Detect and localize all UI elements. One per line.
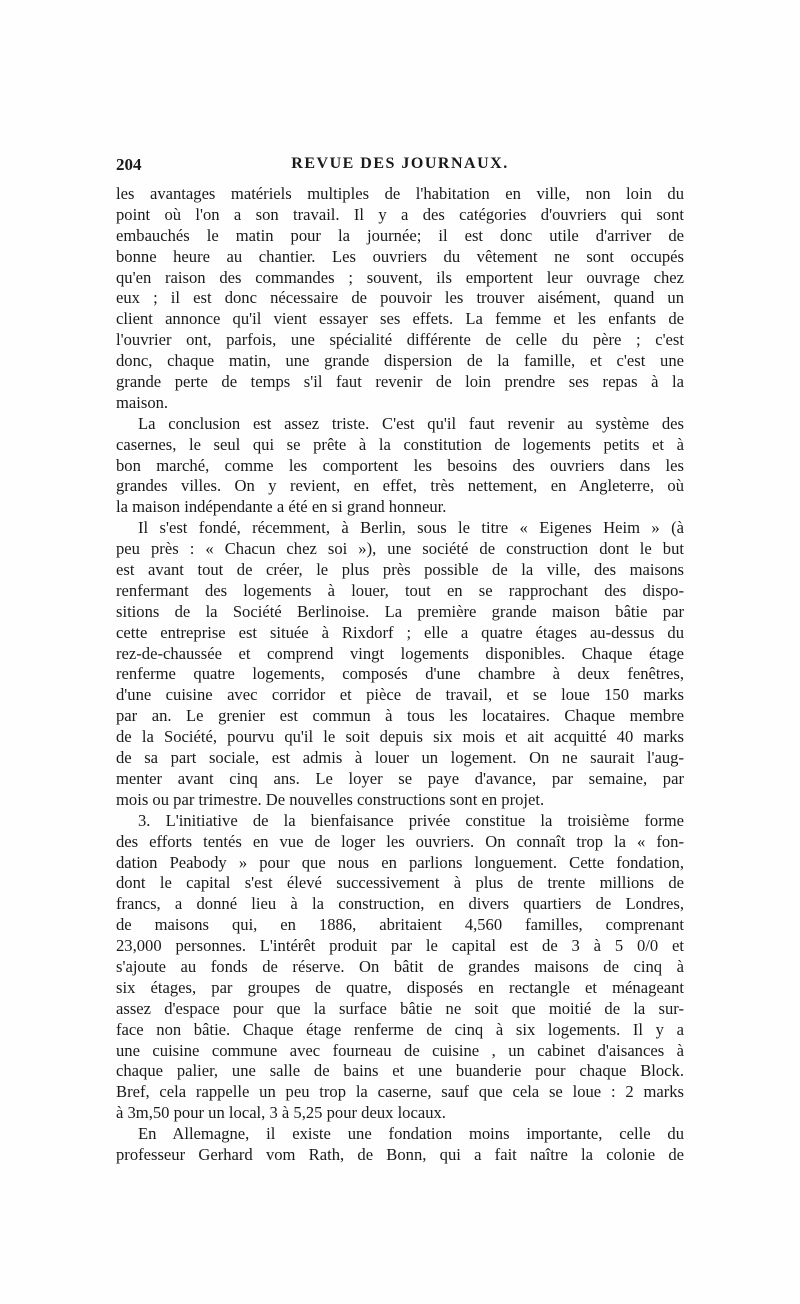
text-line: des efforts tentés en vue de loger les ouvriers. On connaît trop la « fon- bbox=[116, 831, 684, 851]
text-line: de sa part sociale, est admis à louer un logement. On ne saurait l'aug- bbox=[116, 748, 684, 768]
text-line: professeur Gerhard vom Rath, de Bonn, qui a fait naître la colonie de bbox=[116, 1144, 684, 1164]
text-line: Il s'est fondé, récemment, à Berlin, sous le titre « Eigenes Heim » (à bbox=[138, 518, 684, 538]
text-line: donc, chaque matin, une grande dispersion de la famille, et c'est une bbox=[116, 351, 684, 371]
text-line: l'ouvrier ont, parfois, une spécialité différente de celle du père ; c'est bbox=[116, 330, 684, 350]
text-line: dation Peabody » pour que nous en parlions longuement. Cette fondation, bbox=[116, 852, 684, 872]
text-line: En Allemagne, il existe une fondation moins importante, celle du bbox=[138, 1124, 684, 1144]
text-line: de maisons qui, en 1886, abritaient 4,560 familles, comprenant bbox=[116, 915, 684, 935]
text-line: cette entreprise est située à Rixdorf ; elle a quatre étages au-dessus du bbox=[116, 622, 684, 642]
text-line: mois ou par trimestre. De nouvelles constructions sont en projet. bbox=[116, 789, 545, 809]
text-line: bonne heure au chantier. Les ouvriers du vêtement ne sont occupés bbox=[116, 246, 684, 266]
text-line: sitions de la Société Berlinoise. La première grande maison bâtie par bbox=[116, 601, 684, 621]
text-line: de la Société, pourvu qu'il le soit depuis six mois et ait acquitté 40 marks bbox=[116, 727, 684, 747]
text-line: francs, a donné lieu à la construction, en divers quartiers de Londres, bbox=[116, 894, 684, 914]
text-line: qu'en raison des commandes ; souvent, ils emportent leur ouvrage chez bbox=[116, 267, 684, 287]
text-line: 23,000 personnes. L'intérêt produit par le capital est de 3 à 5 0/0 et bbox=[116, 936, 684, 956]
text-line: dont le capital s'est élevé successivement à plus de trente millions de bbox=[116, 873, 684, 893]
text-line: à 3m,50 pour un local, 3 à 5,25 pour deux locaux. bbox=[116, 1103, 446, 1123]
text-line: assez d'espace pour que la surface bâtie ne soit que moitié de la sur- bbox=[116, 998, 684, 1018]
text-line: embauchés le matin pour la journée; il est donc utile d'arriver de bbox=[116, 225, 684, 245]
text-line: 3. L'initiative de la bienfaisance privée constitue la troisième forme bbox=[138, 810, 684, 830]
text-line: s'ajoute au fonds de réserve. On bâtit de grandes maisons de cinq à bbox=[116, 956, 684, 976]
text-line: peu près : « Chacun chez soi »), une société de construction dont le but bbox=[116, 539, 684, 559]
text-line: menter avant cinq ans. Le loyer se paye d'avance, par semaine, par bbox=[116, 768, 684, 788]
text-line: une cuisine commune avec fourneau de cuisine , un cabinet d'aisances à bbox=[116, 1040, 684, 1060]
text-line: par an. Le grenier est commun à tous les locataires. Chaque membre bbox=[116, 706, 684, 726]
text-line: Bref, cela rappelle un peu trop la caserne, sauf que cela se loue : 2 marks bbox=[116, 1082, 684, 1102]
text-line: les avantages matériels multiples de l'habitation en ville, non loin du bbox=[116, 184, 684, 203]
text-line: renfermant des logements à louer, tout en se rapprochant des dispo- bbox=[116, 580, 684, 600]
text-line: grande perte de temps s'il faut revenir de loin prendre ses repas à la bbox=[116, 372, 684, 392]
text-line: point où l'on a son travail. Il y a des catégories d'ouvriers qui sont bbox=[116, 204, 684, 224]
text-line: renferme quatre logements, composés d'une chambre à deux fenêtres, bbox=[116, 664, 684, 684]
text-line: client annonce qu'il vient essayer ses effets. La femme et les enfants de bbox=[116, 309, 684, 329]
text-line: La conclusion est assez triste. C'est qu'il faut revenir au système des bbox=[138, 413, 684, 433]
text-line: est avant tout de créer, le plus près possible de la ville, des maisons bbox=[116, 560, 684, 580]
text-line: maison. bbox=[116, 392, 169, 412]
page-header bbox=[116, 155, 684, 177]
text-line: bon marché, comme les comportent les besoins des ouvriers dans les bbox=[116, 455, 684, 475]
body-text bbox=[116, 184, 684, 1166]
text-line: rez-de-chaussée et comprend vingt logements disponibles. Chaque étage bbox=[116, 643, 684, 663]
text-line: six étages, par groupes de quatre, disposés en rectangle et ménageant bbox=[116, 977, 684, 997]
text-line: casernes, le seul qui se prête à la constitution de logements petits et à bbox=[116, 434, 684, 454]
running-title: REVUE DES JOURNAUX. bbox=[291, 155, 509, 172]
text-line: d'une cuisine avec corridor et pièce de travail, et se loue 150 marks bbox=[116, 685, 684, 705]
text-line: grandes villes. On y revient, en effet, très nettement, en Angleterre, où bbox=[116, 476, 684, 496]
text-line: face non bâtie. Chaque étage renferme de cinq à six logements. Il y a bbox=[116, 1019, 684, 1039]
text-line: chaque palier, une salle de bains et une buanderie pour chaque Block. bbox=[116, 1061, 684, 1081]
page-number: 204 bbox=[116, 155, 142, 174]
text-line: la maison indépendante a été en si grand honneur. bbox=[116, 497, 447, 517]
text-line: eux ; il est donc nécessaire de pouvoir les trouver aisément, quand un bbox=[116, 288, 684, 308]
